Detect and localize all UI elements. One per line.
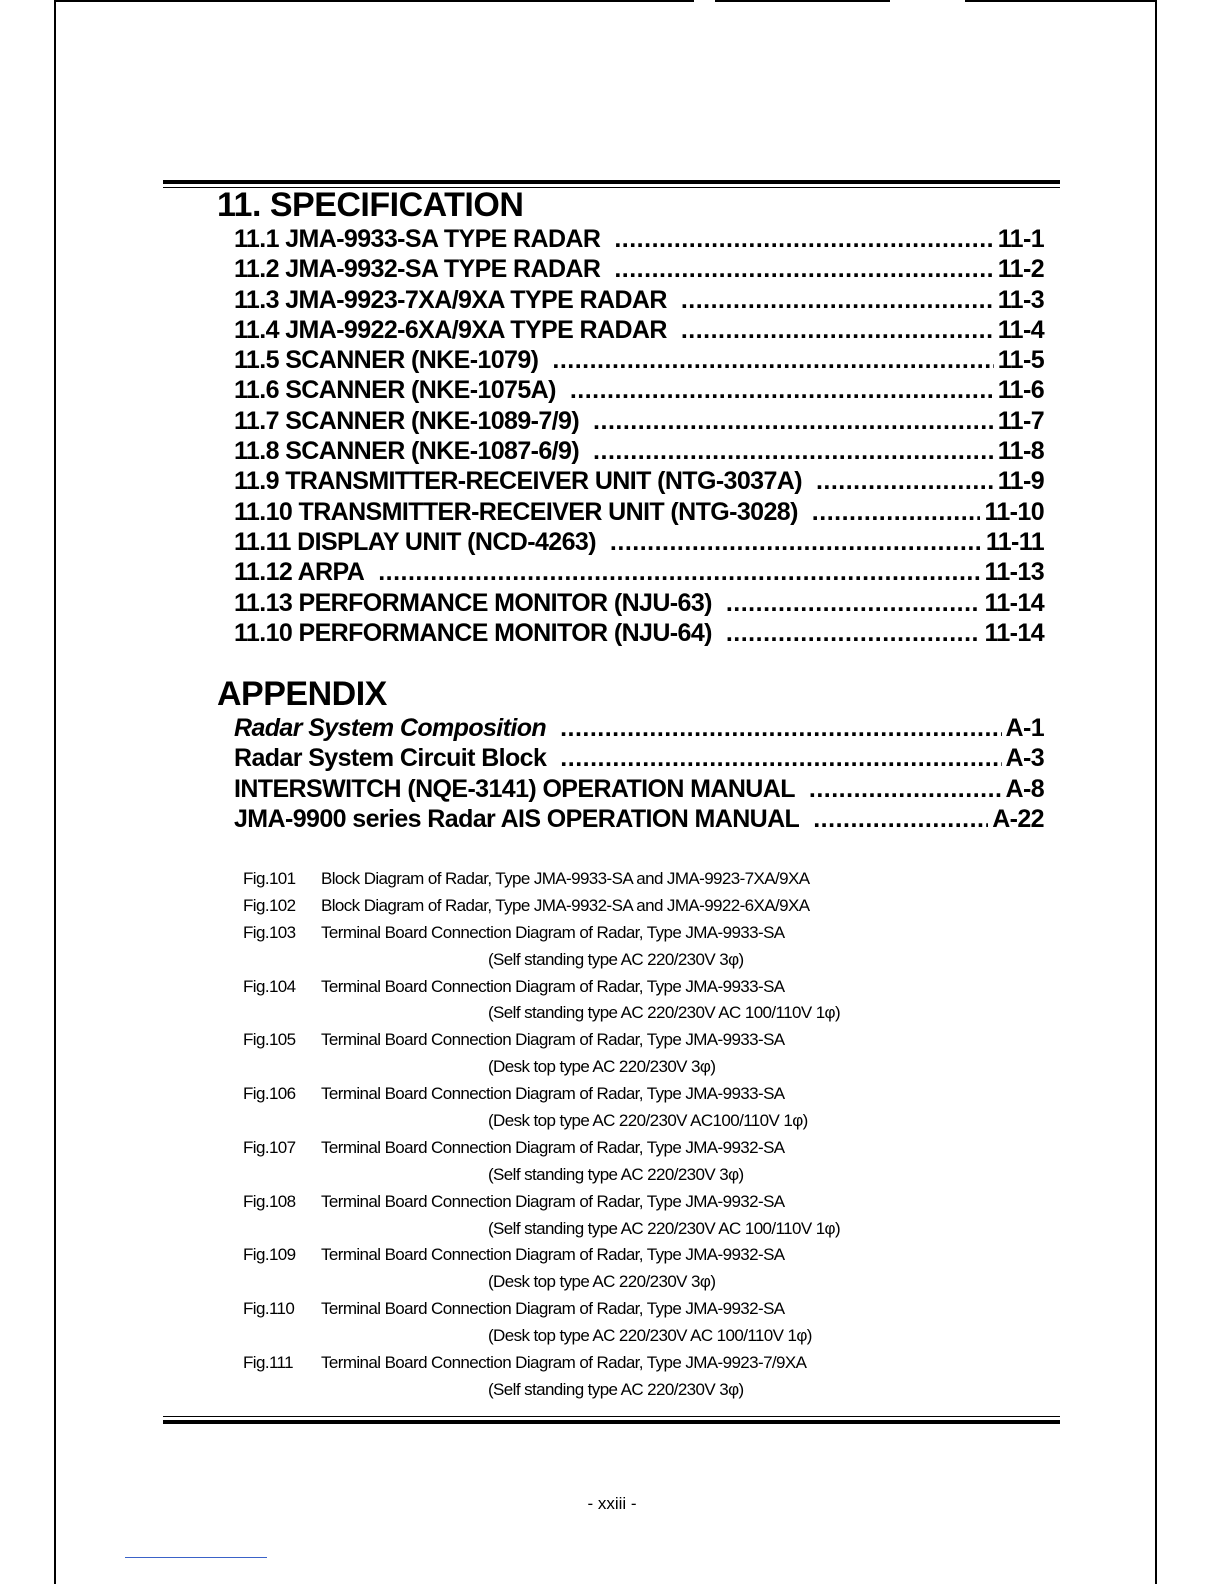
scan-mark <box>125 1557 267 1558</box>
toc-leader <box>809 774 1002 804</box>
toc-entry-page: A-3 <box>1005 744 1044 773</box>
toc-entry[interactable] <box>234 804 1044 834</box>
figure-caption: Terminal Board Connection Diagram of Radar, Type JMA-9933-SA <box>321 1084 785 1104</box>
toc-leader <box>593 436 994 466</box>
toc-entry[interactable] <box>234 224 1044 254</box>
toc-entry[interactable] <box>234 315 1044 345</box>
figure-subcaption: (Self standing type AC 220/230V AC 100/110V 1φ) <box>488 1218 841 1238</box>
toc-leader <box>378 557 980 587</box>
toc-entry-title: Radar System Composition <box>234 714 547 742</box>
toc-entry-title: 11.7 SCANNER (NKE-1089-7/9) <box>234 406 580 435</box>
toc-entry[interactable] <box>234 713 1044 743</box>
figure-list <box>243 866 943 1404</box>
toc-entry-page: 11-4 <box>997 315 1044 344</box>
toc-entry-title: 11.8 SCANNER (NKE-1087-6/9) <box>234 437 580 466</box>
toc-entry-page: 11-14 <box>984 588 1044 617</box>
toc-leader <box>560 713 1001 743</box>
figure-subcaption: (Desk top type AC 220/230V AC 100/110V 1φ) <box>488 1326 812 1346</box>
figure-entry[interactable] <box>243 1242 943 1269</box>
toc-entry-title: 11.5 SCANNER (NKE-1079) <box>234 346 539 375</box>
toc-entry[interactable] <box>234 774 1044 804</box>
toc-entry[interactable] <box>234 466 1044 496</box>
toc-entry[interactable] <box>234 527 1044 557</box>
appendix-toc-list <box>234 713 1044 834</box>
figure-caption: Block Diagram of Radar, Type JMA-9933-SA and JMA-9923-7XA/9XA <box>321 869 810 888</box>
spec-toc-list <box>234 224 1044 648</box>
toc-entry-page: A-8 <box>1005 774 1044 803</box>
figure-caption: Terminal Board Connection Diagram of Radar, Type JMA-9933-SA <box>321 976 785 996</box>
toc-leader <box>610 527 982 557</box>
figure-entry[interactable] <box>243 1081 943 1108</box>
toc-entry-page: A-22 <box>992 804 1044 833</box>
bottom-double-rule <box>163 1413 1060 1424</box>
toc-entry[interactable] <box>234 285 1044 315</box>
toc-entry-page: 11-8 <box>997 437 1044 466</box>
figure-subcaption: (Desk top type AC 220/230V AC100/110V 1φ) <box>488 1111 808 1131</box>
toc-leader <box>813 804 988 834</box>
toc-entry[interactable] <box>234 254 1044 284</box>
figure-number: Fig.109 <box>243 1245 296 1265</box>
figure-entry[interactable] <box>243 1350 943 1377</box>
toc-leader <box>726 588 981 618</box>
scan-edge-top <box>965 0 1155 2</box>
toc-entry[interactable] <box>234 406 1044 436</box>
figure-subcaption: (Self standing type AC 220/230V AC 100/110V 1φ) <box>488 1003 841 1023</box>
toc-entry-title: 11.10 TRANSMITTER-RECEIVER UNIT (NTG-3028) <box>234 497 798 526</box>
toc-leader <box>614 224 993 254</box>
toc-leader <box>593 406 994 436</box>
page-number: - xxiii - <box>587 1494 637 1513</box>
toc-entry[interactable] <box>234 375 1044 405</box>
figure-subcaption: (Desk top type AC 220/230V 3φ) <box>488 1272 716 1292</box>
figure-caption: Block Diagram of Radar, Type JMA-9932-SA and JMA-9922-6XA/9XA <box>321 895 810 915</box>
toc-entry-title: 11.2 JMA-9932-SA TYPE RADAR <box>234 255 601 284</box>
toc-entry[interactable] <box>234 743 1044 773</box>
toc-leader <box>681 315 994 345</box>
figure-number: Fig.110 <box>243 1299 295 1319</box>
figure-number: Fig.104 <box>243 976 296 996</box>
figure-number: Fig.101 <box>243 869 296 888</box>
toc-entry-title: 11.1 JMA-9933-SA TYPE RADAR <box>234 225 601 253</box>
figure-caption: Terminal Board Connection Diagram of Radar, Type JMA-9932-SA <box>321 1137 785 1157</box>
scan-edge-right <box>1155 0 1157 1584</box>
toc-entry[interactable] <box>234 497 1044 527</box>
toc-leader <box>681 285 994 315</box>
toc-entry-title: 11.6 SCANNER (NKE-1075A) <box>234 376 556 405</box>
toc-entry-page: 11-2 <box>997 255 1044 284</box>
toc-leader <box>614 254 993 284</box>
figure-subcaption: (Desk top type AC 220/230V 3φ) <box>488 1057 716 1077</box>
figure-caption: Terminal Board Connection Diagram of Radar, Type JMA-9933-SA <box>321 1030 785 1050</box>
scan-edge-left <box>54 0 56 1584</box>
figure-entry[interactable] <box>243 1189 943 1216</box>
toc-entry[interactable] <box>234 345 1044 375</box>
toc-leader <box>560 743 1001 773</box>
scan-edge-top <box>715 0 890 2</box>
toc-entry-page: 11-14 <box>984 618 1044 647</box>
figure-number: Fig.106 <box>243 1084 296 1104</box>
toc-entry-page: 11-13 <box>984 558 1044 587</box>
figure-number: Fig.108 <box>243 1191 296 1211</box>
toc-entry-title: 11.10 PERFORMANCE MONITOR (NJU-64) <box>234 618 712 647</box>
toc-leader <box>552 345 993 375</box>
toc-entry-page: 11-3 <box>997 285 1044 314</box>
figure-number: Fig.102 <box>243 895 296 915</box>
toc-entry-page: 11-1 <box>997 225 1044 253</box>
figure-entry[interactable] <box>243 920 943 947</box>
figure-subcaption: (Self standing type AC 220/230V 3φ) <box>488 1164 744 1184</box>
figure-subcaption: (Self standing type AC 220/230V 3φ) <box>488 949 744 969</box>
toc-entry-page: 11-5 <box>997 346 1044 375</box>
figure-entry[interactable] <box>243 974 943 1001</box>
toc-entry[interactable] <box>234 436 1044 466</box>
toc-entry-page: 11-10 <box>984 497 1044 526</box>
toc-entry[interactable] <box>234 557 1044 587</box>
toc-entry[interactable] <box>234 618 1044 648</box>
figure-caption: Terminal Board Connection Diagram of Radar, Type JMA-9933-SA <box>321 922 785 942</box>
toc-entry-title: 11.13 PERFORMANCE MONITOR (NJU-63) <box>234 588 712 617</box>
toc-leader <box>570 375 994 405</box>
figure-caption: Terminal Board Connection Diagram of Radar, Type JMA-9932-SA <box>321 1299 785 1319</box>
toc-leader <box>726 618 981 648</box>
figure-caption: Terminal Board Connection Diagram of Radar, Type JMA-9932-SA <box>321 1191 785 1211</box>
toc-entry-page: 11-7 <box>997 406 1044 435</box>
toc-entry-page: 11-11 <box>985 527 1044 556</box>
spec-heading: 11. SPECIFICATION <box>217 186 524 224</box>
figure-number: Fig.111 <box>243 1353 293 1373</box>
toc-entry-page: 11-9 <box>997 467 1044 496</box>
figure-entry[interactable] <box>243 1135 943 1162</box>
toc-entry-title: INTERSWITCH (NQE-3141) OPERATION MANUAL <box>234 774 795 803</box>
scan-edge-top <box>54 0 694 2</box>
toc-entry-page: 11-6 <box>997 376 1044 405</box>
figure-subcaption: (Self standing type AC 220/230V 3φ) <box>488 1379 744 1399</box>
figure-entry[interactable] <box>243 866 943 893</box>
toc-entry[interactable] <box>234 588 1044 618</box>
figure-number: Fig.103 <box>243 922 296 942</box>
figure-entry[interactable] <box>243 1296 943 1323</box>
toc-entry-title: 11.9 TRANSMITTER-RECEIVER UNIT (NTG-3037A) <box>234 467 802 496</box>
figure-number: Fig.105 <box>243 1030 296 1050</box>
toc-entry-title: 11.4 JMA-9922-6XA/9XA TYPE RADAR <box>234 315 667 344</box>
appendix-heading: APPENDIX <box>217 675 387 713</box>
toc-entry-title: 11.3 JMA-9923-7XA/9XA TYPE RADAR <box>234 285 667 314</box>
figure-caption: Terminal Board Connection Diagram of Radar, Type JMA-9932-SA <box>321 1245 785 1265</box>
figure-entry[interactable] <box>243 893 943 920</box>
toc-leader <box>816 466 994 496</box>
figure-caption: Terminal Board Connection Diagram of Radar, Type JMA-9923-7/9XA <box>321 1353 807 1373</box>
toc-entry-title: 11.12 ARPA <box>234 558 365 587</box>
toc-entry-title: 11.11 DISPLAY UNIT (NCD-4263) <box>234 527 596 556</box>
figure-number: Fig.107 <box>243 1137 296 1157</box>
toc-entry-title: Radar System Circuit Block <box>234 744 547 773</box>
toc-leader <box>812 497 981 527</box>
toc-entry-page: A-1 <box>1005 714 1044 742</box>
toc-entry-title: JMA-9900 series Radar AIS OPERATION MANUAL <box>234 804 800 833</box>
figure-entry[interactable] <box>243 1027 943 1054</box>
